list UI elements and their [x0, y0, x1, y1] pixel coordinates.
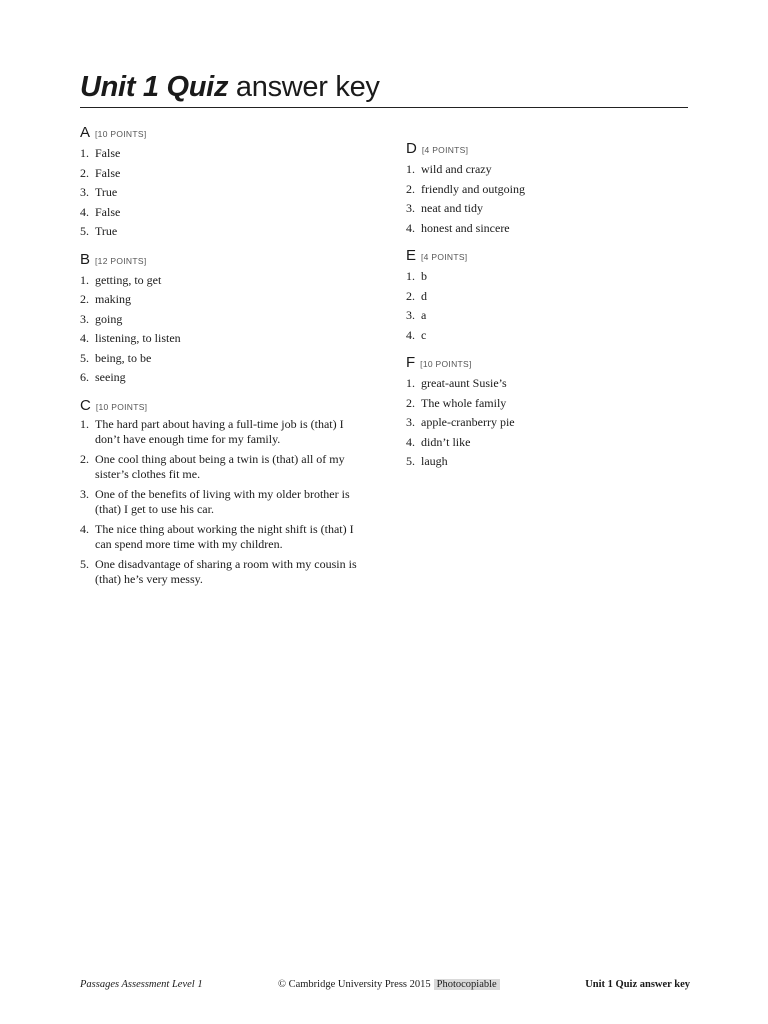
section-points: [10 POINTS]	[95, 129, 147, 139]
item-number: 2.	[406, 181, 415, 196]
item-number: 1.	[406, 376, 415, 390]
item-number: 2.	[406, 395, 415, 410]
item-number: 1.	[80, 146, 89, 160]
item-number: 5.	[406, 454, 415, 468]
item-text: True	[95, 224, 118, 238]
answer-list	[406, 267, 696, 345]
item-text: False	[95, 204, 121, 219]
answer-list	[406, 160, 696, 238]
item-text: great-aunt Susie’s	[421, 376, 507, 390]
item-text: b	[421, 269, 427, 283]
section-letter: B	[80, 250, 91, 268]
item-text: True	[95, 185, 118, 199]
section-header	[406, 247, 696, 267]
answer-list	[80, 417, 370, 588]
answer-list	[80, 144, 370, 242]
title-rest: answer key	[235, 71, 380, 103]
item-number: 4.	[406, 220, 415, 235]
section-f	[406, 354, 696, 472]
item-number: 5.	[80, 224, 89, 238]
footer-book-title: Passages Assessment Level 1	[80, 979, 203, 990]
list-item	[406, 452, 696, 472]
list-item	[80, 329, 370, 349]
list-item	[406, 219, 696, 239]
list-item	[80, 203, 370, 223]
section-b	[80, 251, 370, 388]
item-text: The whole family	[421, 395, 507, 410]
item-text: False	[95, 146, 121, 160]
item-number: 3.	[80, 185, 89, 199]
list-item	[80, 522, 370, 553]
item-number: 3.	[406, 308, 415, 322]
item-text: seeing	[95, 370, 126, 384]
item-text: d	[421, 288, 427, 303]
section-points: [4 POINTS]	[421, 145, 469, 155]
list-item	[80, 310, 370, 330]
item-number: 1.	[80, 272, 89, 287]
item-text: a	[421, 308, 427, 322]
item-text: friendly and outgoing	[421, 181, 525, 196]
section-letter: E	[406, 247, 417, 264]
item-text: laugh	[421, 454, 448, 468]
right-column	[406, 140, 696, 481]
list-item	[80, 417, 370, 448]
list-item	[80, 452, 370, 483]
item-text: One of the benefits of living with my older brother is (that) I get to use his car.	[95, 486, 350, 516]
item-text: One cool thing about being a twin is (that) all of my sister’s clothes fit me.	[95, 451, 345, 481]
section-letter: D	[406, 140, 417, 157]
list-item	[80, 183, 370, 203]
item-text: being, to be	[95, 350, 152, 365]
list-item	[80, 557, 370, 588]
section-header	[80, 251, 370, 271]
list-item	[406, 160, 696, 180]
item-number: 1.	[406, 162, 415, 176]
list-item	[406, 413, 696, 433]
item-number: 6.	[80, 370, 89, 384]
item-text: making	[95, 292, 131, 306]
item-text: didn’t like	[421, 434, 471, 449]
left-column	[80, 124, 370, 597]
item-number: 4.	[80, 331, 89, 345]
item-text: The nice thing about working the night shift is (that) I can spend more time with my children.	[95, 521, 354, 551]
list-item	[406, 199, 696, 219]
section-letter: F	[406, 354, 416, 371]
section-e	[406, 247, 696, 345]
item-number: 2.	[80, 165, 89, 180]
list-item	[406, 394, 696, 414]
section-letter: C	[80, 396, 91, 414]
item-text: c	[421, 327, 427, 342]
list-item	[406, 374, 696, 394]
footer-page-label: Unit 1 Quiz answer key	[585, 979, 690, 990]
title-bold: Unit 1 Quiz	[80, 71, 229, 103]
section-points: [10 POINTS]	[95, 401, 148, 412]
section-c	[80, 397, 370, 588]
item-number: 5.	[80, 350, 89, 365]
list-item	[80, 290, 370, 310]
section-a	[80, 124, 370, 242]
list-item	[80, 487, 370, 518]
photocopiable-badge: Photocopiable	[434, 979, 500, 990]
item-number: 4.	[80, 521, 89, 536]
item-text: apple-cranberry pie	[421, 415, 515, 429]
footer-copyright-block	[278, 979, 500, 990]
list-item	[80, 144, 370, 164]
list-item	[406, 433, 696, 453]
list-item	[406, 306, 696, 326]
item-number: 4.	[406, 327, 415, 342]
item-number: 5.	[80, 556, 89, 571]
item-text: going	[95, 311, 123, 326]
section-points: [4 POINTS]	[421, 252, 468, 262]
section-header	[80, 124, 370, 144]
section-d	[406, 140, 696, 238]
item-number: 2.	[406, 288, 415, 303]
list-item	[80, 368, 370, 388]
item-text: getting, to get	[95, 272, 162, 287]
item-number: 2.	[80, 292, 89, 306]
list-item	[406, 326, 696, 346]
item-number: 3.	[80, 311, 89, 326]
list-item	[80, 164, 370, 184]
item-number: 4.	[406, 434, 415, 449]
answer-list	[80, 271, 370, 388]
item-text: False	[95, 165, 121, 180]
footer-copyright: © Cambridge University Press 2015	[278, 979, 431, 990]
list-item	[80, 222, 370, 242]
list-item	[406, 287, 696, 307]
list-item	[406, 180, 696, 200]
item-text: The hard part about having a full-time job is (that) I don’t have enough time for my family.	[95, 416, 344, 446]
item-number: 4.	[80, 204, 89, 219]
page-title	[80, 68, 380, 106]
list-item	[80, 271, 370, 291]
item-text: One disadvantage of sharing a room with my cousin is (that) he’s very messy.	[95, 556, 357, 586]
item-number: 1.	[406, 269, 415, 283]
item-number: 2.	[80, 451, 89, 466]
section-header	[406, 140, 696, 160]
title-divider	[80, 107, 688, 108]
item-text: neat and tidy	[421, 201, 483, 215]
item-number: 3.	[80, 486, 89, 501]
item-text: honest and sincere	[421, 220, 510, 235]
item-number: 1.	[80, 416, 89, 431]
item-text: wild and crazy	[421, 162, 492, 176]
list-item	[406, 267, 696, 287]
page-footer	[80, 979, 690, 995]
answer-list	[406, 374, 696, 472]
item-number: 3.	[406, 415, 415, 429]
list-item	[80, 349, 370, 369]
item-number: 3.	[406, 201, 415, 215]
section-header	[406, 354, 696, 374]
section-letter: A	[80, 124, 91, 141]
item-text: listening, to listen	[95, 331, 181, 345]
section-points: [10 POINTS]	[420, 359, 472, 369]
section-header	[80, 397, 370, 417]
section-points: [12 POINTS]	[95, 255, 147, 266]
